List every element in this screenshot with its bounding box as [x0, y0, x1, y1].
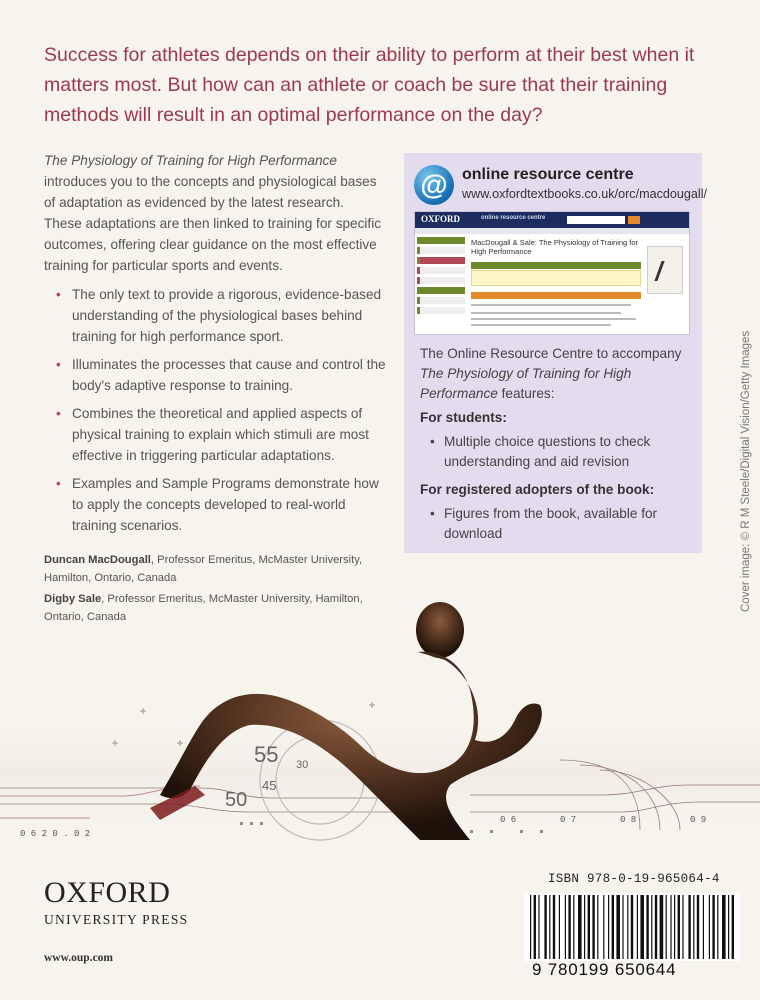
svg-text:0 7: 0 7: [560, 815, 577, 825]
barcode: [524, 893, 740, 961]
students-item: • Multiple choice questions to check understanding and aid revision: [430, 432, 692, 472]
cover-image-credit: Cover image: © R M Steele/Digital Vision/Getty Images: [740, 330, 752, 612]
screenshot-header: [415, 212, 689, 228]
lead-paragraph: [44, 150, 384, 276]
author-name: Duncan MacDougall: [44, 554, 151, 566]
orc-title: online resource centre: [462, 166, 634, 183]
author-affiliation: , Professor Emeritus, McMaster University, Hamilton, Ontario, Canada: [44, 554, 363, 584]
book-title: The Physiology of Training for High Performance: [44, 153, 337, 168]
orc-url[interactable]: www.oxfordtextbooks.co.uk/orc/macdougall/: [462, 187, 707, 201]
lead-text: introduces you to the concepts and physiological bases of adaptation as evidenced by the latest research. These adaptations are then linked to training for specific outcomes, offering clear guidance on the most effective training for particular sports and events.: [44, 174, 382, 273]
feature-item: • Combines the theoretical and applied aspects of physical training to explain which stimuli are most effective in triggering particular adaptations.: [56, 403, 386, 466]
barcode-digits: 9 780199 650644: [532, 960, 677, 979]
feature-item: • Examples and Sample Programs demonstrate how to apply the concepts developed to real-world training scenarios.: [56, 473, 386, 536]
orc-description: The Online Resource Centre to accompany The Physiology of Training for High Performance features:: [420, 346, 682, 401]
isbn-label: ISBN 978-0-19-965064-4: [548, 872, 720, 886]
intro-paragraph: Success for athletes depends on their ability to perform at their best when it matters most. But how can an athlete or coach be sure that their training methods will result in an optimal performance on the day?: [44, 44, 695, 126]
screenshot-student-box: [471, 270, 641, 286]
screenshot-text-line: [471, 324, 611, 326]
orc-book-title: The Physiology of Training for High Performance: [420, 366, 632, 401]
screenshot-go-button: [628, 216, 640, 224]
svg-text:30: 30: [296, 759, 309, 771]
author-1: [44, 551, 374, 587]
svg-text:0 9: 0 9: [690, 815, 707, 825]
publisher-website[interactable]: www.oup.com: [44, 952, 114, 964]
screenshot-student-bar: [471, 262, 641, 269]
students-heading: For students:: [420, 410, 507, 425]
feature-item: • The only text to provide a rigorous, evidence-based understanding of the physiological bases behind training for high performance sport.: [56, 284, 386, 347]
screenshot-sidebar: [417, 237, 465, 317]
svg-text:0 6: 0 6: [500, 815, 517, 825]
feature-list: [56, 284, 386, 543]
publisher-subtitle: UNIVERSITY PRESS: [44, 912, 189, 927]
screenshot-text-line: [471, 318, 636, 320]
svg-text:45: 45: [262, 778, 277, 793]
svg-text:55: 55: [254, 742, 279, 767]
screenshot-lecturer-bar: [471, 292, 641, 299]
online-resource-centre-panel: [404, 153, 707, 553]
svg-text:0 6 2 0 . 0 2: 0 6 2 0 . 0 2: [20, 829, 91, 839]
screenshot-breadcrumb: [415, 228, 689, 234]
screenshot-search-box: [567, 216, 625, 224]
adopters-heading: For registered adopters of the book:: [420, 482, 655, 497]
author-name: Digby Sale: [44, 593, 102, 605]
adopters-item: • Figures from the book, available for download: [430, 504, 692, 544]
website-screenshot: [414, 211, 690, 335]
at-sign-icon: @: [414, 165, 454, 205]
svg-text:0 8: 0 8: [620, 815, 637, 825]
sprinter-artwork: [0, 590, 760, 850]
screenshot-text-line: [471, 312, 621, 314]
screenshot-text-line: [471, 304, 631, 306]
svg-text:50: 50: [225, 789, 248, 811]
screenshot-book-cover: [647, 246, 683, 294]
author-affiliation: , Professor Emeritus, McMaster University, Hamilton, Ontario, Canada: [44, 593, 363, 623]
publisher-name: OXFORD: [44, 876, 171, 909]
screenshot-brand: OXFORD: [421, 214, 460, 224]
feature-item: • Illuminates the processes that cause and control the body's adaptive response to training.: [56, 354, 386, 396]
screenshot-page-title: MacDougall & Sale: The Physiology of Training for High Performance: [471, 238, 639, 256]
oxford-logo: [44, 876, 188, 928]
screenshot-orc-label: online resource centre: [481, 215, 546, 221]
